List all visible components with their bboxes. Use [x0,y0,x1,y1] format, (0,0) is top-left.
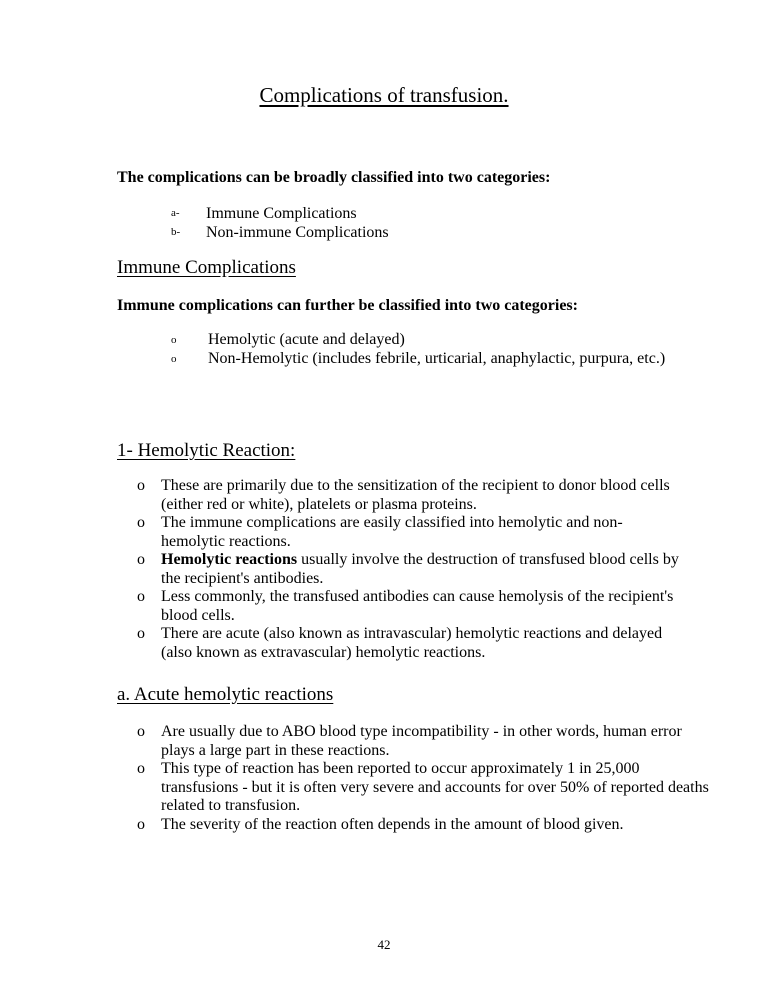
hemolytic-list [137,477,679,662]
acute-heading: a. Acute hemolytic reactions [117,684,334,705]
acute-list [137,723,717,834]
list-text: There are acute (also known as intravascular) hemolytic reactions and delayed (also known as extravascular) hemolytic reactions. [161,625,663,661]
list-item [171,204,389,223]
list-text: Hemolytic (acute and delayed) [208,331,405,348]
bullet-marker: o [171,352,177,365]
list-text: This type of reaction has been reported to occur approximately 1 in 25,000 transfusions - but it is often very severe and accounts for over 50% of reported deaths related to transfusion. [161,760,709,814]
list-text: Are usually due to ABO blood type incompatibility - in other words, human error plays a large part in these reactions. [161,723,682,759]
bullet-marker: o [137,477,145,494]
immune-intro: Immune complications can further be classified into two categories: [117,297,578,314]
bullet-marker: o [137,723,145,740]
list-item [137,514,679,551]
list-text: Less commonly, the transfused antibodies can cause hemolysis of the recipient's blood cells. [161,588,674,624]
hemolytic-heading: 1- Hemolytic Reaction: [117,440,296,461]
bullet-marker: o [137,588,145,605]
list-item [137,723,717,760]
intro-text: The complications can be broadly classified into two categories: [117,169,551,186]
bullet-marker: o [137,625,145,642]
categories-list [171,204,389,242]
list-text: Hemolytic reactions usually involve the destruction of transfused blood cells by the recipient's antibodies. [161,551,679,587]
bullet-marker: o [137,551,145,568]
list-text: The severity of the reaction often depends in the amount of blood given. [161,815,624,833]
list-item [137,760,717,816]
bullet-marker: o [171,334,177,346]
list-text: The immune complications are easily classified into hemolytic and non-hemolytic reactions. [161,514,623,550]
list-text: Non-immune Complications [206,224,389,241]
list-marker: a- [171,207,180,219]
immune-list [171,331,671,368]
list-item [171,331,671,350]
page-number: 42 [377,937,391,952]
list-item [137,588,679,625]
page-title: Complications of transfusion. [259,83,509,107]
bold-term: Hemolytic reactions [161,551,298,568]
list-item [137,477,679,514]
list-text: Non-Hemolytic (includes febrile, urticarial, anaphylactic, purpura, etc.) [208,349,666,367]
bullet-marker: o [137,514,145,531]
list-item [171,223,389,242]
list-text: Immune Complications [206,205,357,222]
list-item [137,625,679,662]
bullet-marker: o [137,760,145,777]
list-item [171,350,671,369]
list-item [137,551,679,588]
list-text: These are primarily due to the sensitization of the recipient to donor blood cells (either red or white), platelets or plasma proteins. [161,477,670,513]
list-marker: b- [171,226,181,238]
list-item [137,816,717,835]
immune-heading: Immune Complications [117,257,296,278]
bullet-marker: o [137,815,145,833]
